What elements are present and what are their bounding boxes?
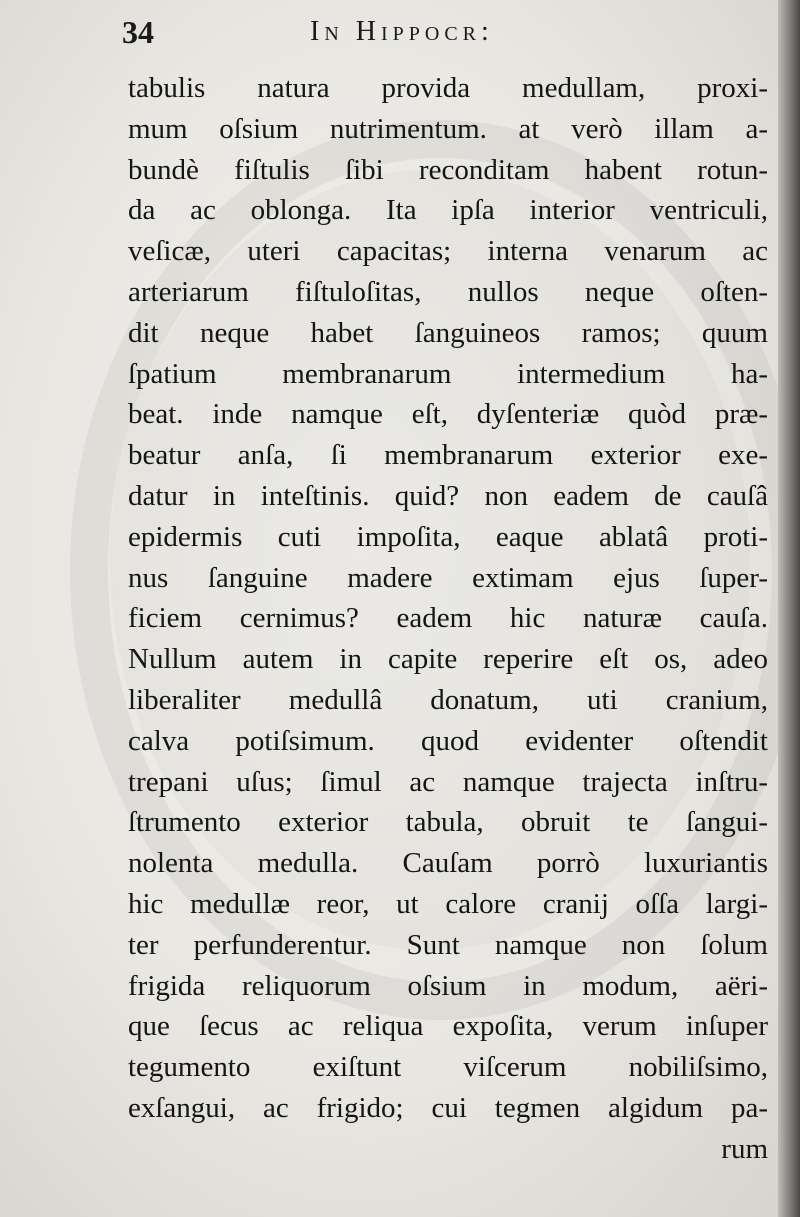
page-number: 34 [122, 14, 154, 50]
text-line: exſangui, ac frigido; cui tegmen algidum pa- [128, 1091, 768, 1124]
body-text [128, 68, 768, 1170]
text-line: nolenta medulla. Cauſam porrò luxuriantis [128, 847, 768, 880]
running-head: In Hippocr: [310, 16, 494, 47]
text-line: trepani uſus; ſimul ac namque trajecta inſtru- [128, 765, 768, 798]
text-line: ſpatium membranarum intermedium ha- [128, 357, 768, 390]
text-line: beat. inde namque eſt, dyſenteriæ quòd præ- [128, 398, 768, 431]
text-line: ficiem cernimus? eadem hic naturæ cauſa. [128, 602, 768, 635]
text-line: mum oſsium nutrimentum. at verò illam a- [128, 112, 768, 145]
text-line: epidermis cuti impoſita, eaque ablatâ proti- [128, 520, 768, 553]
text-line: ſtrumento exterior tabula, obruit te ſangui- [128, 806, 768, 839]
text-line: frigida reliquorum oſsium in modum, aëri- [128, 969, 768, 1002]
text-line: Nullum autem in capite reperire eſt os, adeo [128, 643, 768, 676]
catchword: rum [721, 1132, 768, 1165]
text-line: liberaliter medullâ donatum, uti cranium, [128, 683, 768, 716]
text-line: arteriarum fiſtuloſitas, nullos neque oſten- [128, 275, 768, 308]
text-line: que ſecus ac reliqua expoſita, verum inſuper [128, 1010, 768, 1043]
text-line: veſicæ, uteri capacitas; interna venarum ac [128, 235, 768, 268]
text-line: dit neque habet ſanguineos ramos; quum [128, 316, 768, 349]
text-line: tegumento exiſtunt viſcerum nobiliſsimo, [128, 1051, 768, 1084]
text-line: hic medullæ reor, ut calore cranij oſſa largi- [128, 887, 768, 920]
page-gutter-edge [778, 0, 800, 1217]
text-line: nus ſanguine madere extimam ejus ſuper- [128, 561, 768, 594]
text-line: ter perfunderentur. Sunt namque non ſolum [128, 928, 768, 961]
text-line: da ac oblonga. Ita ipſa interior ventriculi, [128, 194, 768, 227]
text-line: calva potiſsimum. quod evidenter oſtendit [128, 724, 768, 757]
page-header [122, 14, 742, 54]
text-line: bundè fiſtulis ſibi reconditam habent rotun- [128, 153, 768, 186]
text-line: beatur anſa, ſi membranarum exterior exe- [128, 439, 768, 472]
text-line: tabulis natura provida medullam, proxi- [128, 72, 768, 104]
text-line: datur in inteſtinis. quid? non eadem de cauſâ [128, 479, 768, 512]
